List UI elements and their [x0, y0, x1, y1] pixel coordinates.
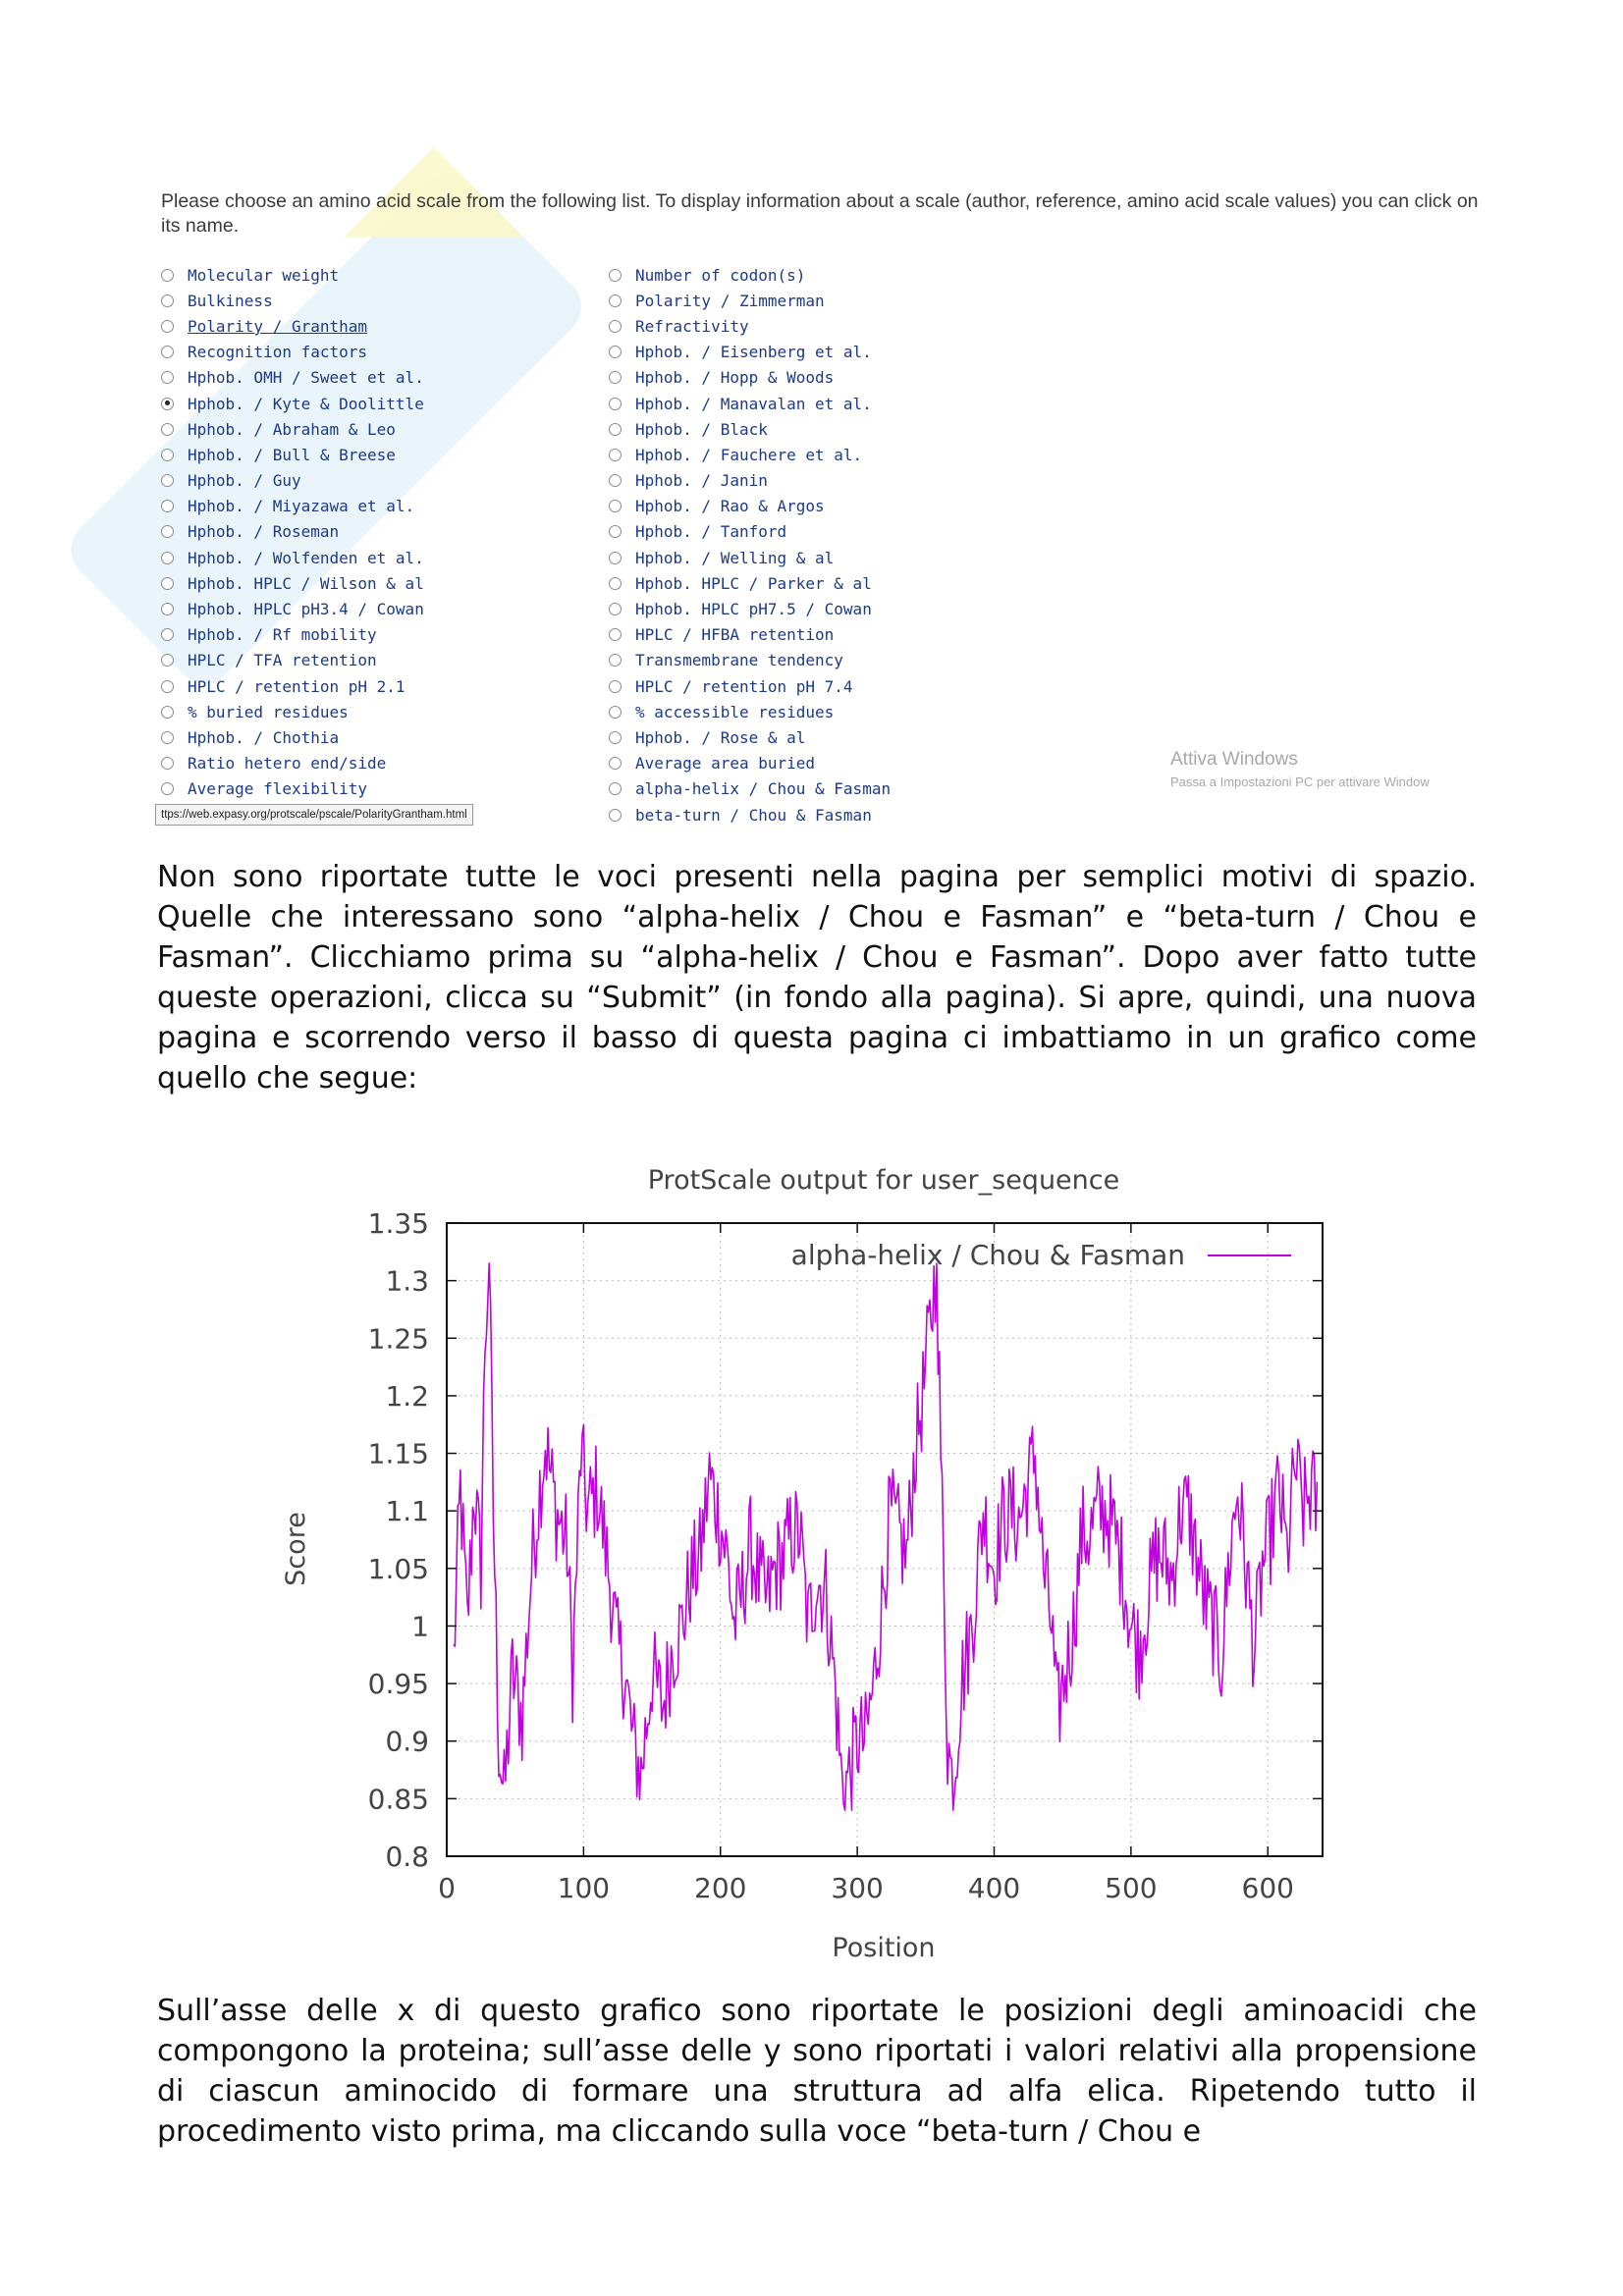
x-tick-label: 600: [1241, 1872, 1294, 1904]
scale-radio[interactable]: [161, 680, 174, 693]
scale-link[interactable]: Hphob. / Tanford: [635, 522, 787, 542]
scale-option[interactable]: [609, 365, 891, 391]
scale-option[interactable]: [609, 391, 891, 416]
scale-link[interactable]: Hphob. HPLC / Parker & al: [635, 573, 872, 593]
scale-option[interactable]: [609, 724, 891, 750]
scale-link[interactable]: Average flexibility: [188, 779, 368, 799]
scale-radio[interactable]: [161, 654, 174, 667]
scale-link[interactable]: Hphob. / Wolfenden et al.: [188, 548, 424, 567]
scale-radio[interactable]: [161, 320, 174, 333]
scale-link[interactable]: Number of codon(s): [635, 265, 806, 285]
y-tick-label: 0.8: [385, 1841, 429, 1873]
scale-link[interactable]: % buried residues: [188, 702, 349, 721]
scale-option[interactable]: [161, 288, 424, 313]
scale-option[interactable]: [609, 648, 891, 673]
x-tick-label: 500: [1105, 1872, 1158, 1904]
scale-radio[interactable]: [161, 706, 174, 719]
scale-option[interactable]: [161, 262, 424, 288]
scale-radio[interactable]: [609, 680, 622, 693]
scale-link[interactable]: Hphob. / Welling & al: [635, 548, 835, 567]
scale-link[interactable]: alpha-helix / Chou & Fasman: [635, 779, 892, 799]
y-tick-label: 1.1: [385, 1495, 429, 1528]
scale-option[interactable]: [609, 802, 891, 828]
scale-link[interactable]: Hphob. / Chothia: [188, 727, 340, 747]
scale-radio[interactable]: [609, 628, 622, 641]
scale-radio[interactable]: [161, 757, 174, 770]
scale-link[interactable]: Hphob. / Rose & al: [635, 727, 806, 747]
scale-option[interactable]: [609, 751, 891, 776]
scale-link[interactable]: Hphob. / Bull & Breese: [188, 445, 396, 464]
scale-radio[interactable]: [609, 294, 622, 307]
scale-list-left: [161, 262, 424, 802]
scale-link[interactable]: Polarity / Grantham: [188, 316, 368, 336]
protscale-chart: [265, 1156, 1355, 1971]
scale-option[interactable]: [161, 724, 424, 750]
scale-link[interactable]: Hphob. / Eisenberg et al.: [635, 343, 872, 362]
chart-title: ProtScale output for user_sequence: [647, 1165, 1120, 1196]
scale-option[interactable]: [609, 494, 891, 519]
y-tick-label: 1.3: [385, 1264, 429, 1298]
scale-radio[interactable]: [609, 320, 622, 333]
scale-radio[interactable]: [609, 731, 622, 744]
scale-option[interactable]: [609, 468, 891, 494]
y-tick-label: 0.9: [385, 1725, 429, 1758]
scale-option[interactable]: [609, 596, 891, 621]
scale-link[interactable]: Recognition factors: [188, 343, 368, 362]
scale-link[interactable]: Molecular weight: [188, 265, 340, 285]
scale-radio[interactable]: [609, 423, 622, 436]
y-axis-label: Score: [281, 1512, 311, 1586]
scale-radio[interactable]: [609, 398, 622, 410]
activation-title: Attiva Windows: [1170, 749, 1298, 770]
y-tick-label: 1.25: [367, 1322, 429, 1356]
legend-label: alpha-helix / Chou & Fasman: [790, 1239, 1185, 1271]
scale-radio[interactable]: [161, 346, 174, 358]
scale-option[interactable]: [609, 288, 891, 313]
scale-radio[interactable]: [161, 398, 174, 410]
scale-option[interactable]: [609, 340, 891, 365]
scale-link[interactable]: HPLC / retention pH 7.4: [635, 676, 853, 696]
scale-radio[interactable]: [609, 500, 622, 512]
scale-link[interactable]: Hphob. / Fauchere et al.: [635, 445, 863, 464]
scale-radio[interactable]: [609, 654, 622, 667]
scale-link[interactable]: Hphob. / Black: [635, 419, 768, 439]
scale-option[interactable]: [161, 519, 424, 545]
scale-radio[interactable]: [609, 346, 622, 358]
scale-link[interactable]: Ratio hetero end/side: [188, 754, 387, 774]
scale-option[interactable]: [161, 494, 424, 519]
scale-option[interactable]: [161, 365, 424, 391]
scale-link[interactable]: Bulkiness: [188, 291, 273, 310]
scale-radio[interactable]: [609, 552, 622, 564]
scale-radio[interactable]: [161, 423, 174, 436]
paragraph-explanation: Sull’asse delle x di questo grafico sono riportate le posizioni degli aminoacidi che compongono la proteina; sull’asse delle y sono riportati i valori relativi alla propensione di ciascun aminocido di formare una struttura ad alfa elica. Ripetendo tutto il procedimento visto prima, ma cliccando sulla voce “beta-turn / Chou e: [157, 1994, 1477, 2149]
scale-radio[interactable]: [609, 371, 622, 384]
scale-option[interactable]: [161, 442, 424, 467]
scale-option[interactable]: [161, 699, 424, 724]
scale-option[interactable]: [161, 622, 424, 648]
scale-option[interactable]: [161, 776, 424, 802]
scale-link[interactable]: Hphob. HPLC pH3.4 / Cowan: [188, 600, 424, 619]
paragraph-intro: Non sono riportate tutte le voci presenti nella pagina per semplici motivi di spazio. Quelle che interessano sono “alpha-helix / Chou e Fasman” e “beta-turn / Chou e Fasman”. Clicchiamo prima su “alpha-helix / Chou e Fasman”. Dopo aver fatto tutte queste operazioni, clicca su “Submit” (in fondo alla pagina). Si apre, quindi, una nuova pagina e scorrendo verso il basso di questa pagina ci imbattiamo in un grafico come quello che segue:: [157, 860, 1477, 1095]
scale-option[interactable]: [161, 673, 424, 699]
scale-link[interactable]: beta-turn / Chou & Fasman: [635, 805, 872, 825]
x-tick-label: 100: [557, 1872, 611, 1904]
scale-option[interactable]: [161, 545, 424, 570]
scale-radio[interactable]: [161, 731, 174, 744]
x-axis-label: Position: [832, 1933, 936, 1963]
scale-link[interactable]: Hphob. HPLC / Wilson & al: [188, 573, 424, 593]
scale-link[interactable]: Hphob. / Kyte & Doolittle: [188, 394, 424, 413]
scale-radio[interactable]: [161, 449, 174, 461]
scale-link[interactable]: Hphob. OMH / Sweet et al.: [188, 368, 424, 388]
scale-radio[interactable]: [161, 269, 174, 282]
scale-option[interactable]: [161, 648, 424, 673]
scale-option[interactable]: [161, 570, 424, 596]
scale-radio[interactable]: [161, 474, 174, 487]
scale-option[interactable]: [161, 751, 424, 776]
scale-option[interactable]: [161, 596, 424, 621]
scale-link[interactable]: HPLC / TFA retention: [188, 651, 377, 670]
scale-radio[interactable]: [161, 782, 174, 795]
scale-radio[interactable]: [609, 603, 622, 615]
scale-link[interactable]: Hphob. / Janin: [635, 471, 768, 491]
scale-radio[interactable]: [161, 552, 174, 564]
scale-option[interactable]: [609, 545, 891, 570]
y-tick-label: 1.35: [367, 1207, 429, 1240]
scale-link[interactable]: HPLC / HFBA retention: [635, 625, 835, 645]
scale-radio[interactable]: [609, 449, 622, 461]
scale-option[interactable]: [609, 262, 891, 288]
scale-option[interactable]: [609, 313, 891, 339]
scale-option[interactable]: [161, 313, 424, 339]
scale-option[interactable]: [161, 468, 424, 494]
scale-option[interactable]: [609, 699, 891, 724]
scale-link[interactable]: Hphob. HPLC pH7.5 / Cowan: [635, 600, 872, 619]
scale-link[interactable]: Hphob. / Guy: [188, 471, 301, 491]
scale-link[interactable]: Average area buried: [635, 754, 816, 774]
x-tick-label: 400: [967, 1872, 1021, 1904]
scale-option[interactable]: [609, 442, 891, 467]
scale-link[interactable]: Hphob. / Hopp & Woods: [635, 368, 835, 388]
scale-option[interactable]: [609, 416, 891, 442]
scale-link[interactable]: Hphob. / Rf mobility: [188, 625, 377, 645]
scale-option[interactable]: [161, 340, 424, 365]
scale-link[interactable]: HPLC / retention pH 2.1: [188, 676, 406, 696]
chart-svg: [265, 1156, 1355, 1971]
scale-link[interactable]: Hphob. / Manavalan et al.: [635, 394, 872, 413]
scale-link[interactable]: Refractivity: [635, 316, 749, 336]
y-tick-label: 0.95: [367, 1668, 429, 1701]
scale-link[interactable]: Hphob. / Roseman: [188, 522, 340, 542]
scale-radio[interactable]: [161, 525, 174, 538]
scale-radio[interactable]: [609, 474, 622, 487]
y-tick-label: 1: [411, 1610, 429, 1643]
x-tick-label: 200: [694, 1872, 747, 1904]
scale-list-right: [609, 262, 891, 828]
y-tick-label: 0.85: [367, 1783, 429, 1816]
browser-status-url: ttps://web.expasy.org/protscale/pscale/PolarityGrantham.html: [155, 804, 473, 826]
scale-radio[interactable]: [609, 809, 622, 822]
scale-radio[interactable]: [609, 269, 622, 282]
scale-option[interactable]: [609, 519, 891, 545]
scale-link[interactable]: Hphob. / Rao & Argos: [635, 497, 825, 516]
scale-radio[interactable]: [161, 371, 174, 384]
scale-radio[interactable]: [609, 525, 622, 538]
x-tick-label: 300: [831, 1872, 884, 1904]
scale-option[interactable]: [161, 391, 424, 416]
scale-radio[interactable]: [609, 782, 622, 795]
activation-subtitle: Passa a Impostazioni PC per attivare Window: [1170, 774, 1430, 789]
protscale-screenshot: [155, 182, 1490, 829]
x-tick-label: 0: [438, 1872, 456, 1904]
windows-activation-notice: [1170, 749, 1430, 791]
y-tick-label: 1.05: [367, 1552, 429, 1585]
scale-link[interactable]: Polarity / Zimmerman: [635, 291, 825, 310]
y-tick-label: 1.2: [385, 1379, 429, 1413]
scale-link[interactable]: Hphob. / Miyazawa et al.: [188, 497, 415, 516]
scale-radio[interactable]: [161, 294, 174, 307]
scale-option[interactable]: [161, 416, 424, 442]
scale-option[interactable]: [609, 673, 891, 699]
scale-radio[interactable]: [161, 500, 174, 512]
scale-option[interactable]: [609, 622, 891, 648]
scale-link[interactable]: Transmembrane tendency: [635, 651, 843, 670]
scale-radio[interactable]: [609, 577, 622, 590]
scale-link[interactable]: % accessible residues: [635, 702, 835, 721]
scale-option[interactable]: [609, 776, 891, 802]
scale-radio[interactable]: [161, 577, 174, 590]
scale-radio[interactable]: [161, 603, 174, 615]
scale-radio[interactable]: [161, 628, 174, 641]
scale-option[interactable]: [609, 570, 891, 596]
scale-link[interactable]: Hphob. / Abraham & Leo: [188, 419, 396, 439]
scale-radio[interactable]: [609, 706, 622, 719]
scale-radio[interactable]: [609, 757, 622, 770]
scale-instructions: Please choose an amino acid scale from the following list. To display information about a scale (author, reference, amino acid scale values) you can click on its name.: [161, 190, 1479, 237]
y-tick-label: 1.15: [367, 1437, 429, 1470]
